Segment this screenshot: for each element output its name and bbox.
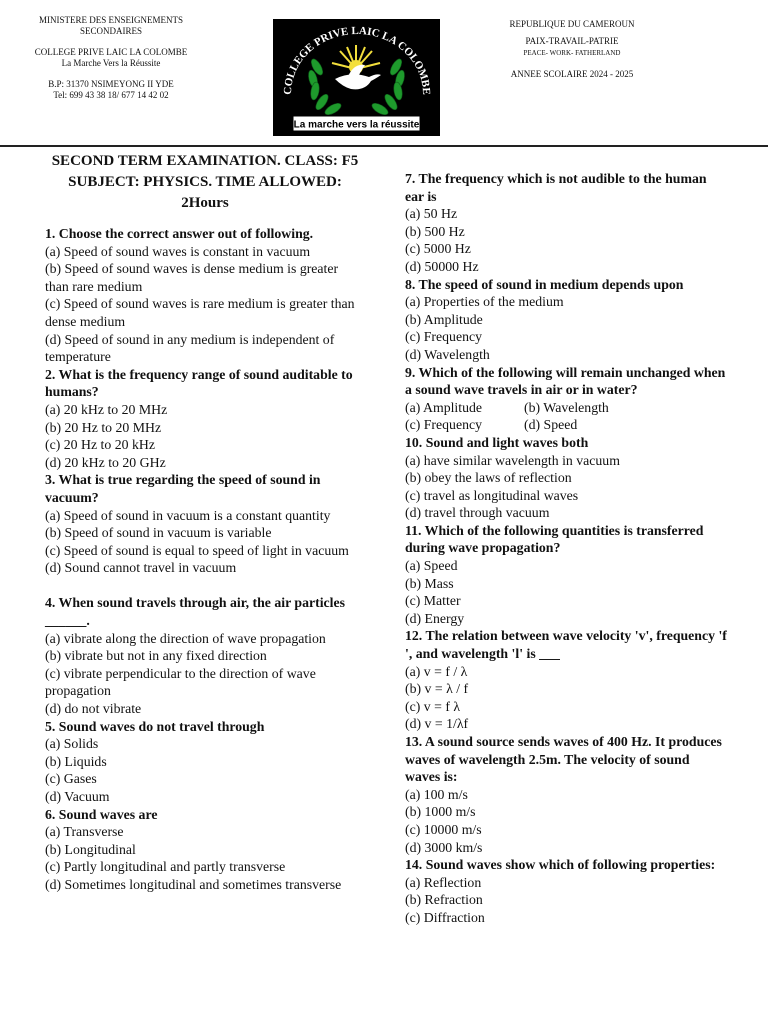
answer-option: (b) Wavelength <box>524 399 609 415</box>
question-text: 14. Sound waves show which of following properties: <box>405 857 716 873</box>
answer-option: (c) travel as longitudinal waves <box>405 487 579 503</box>
answer-option: (a) 50 Hz <box>405 206 458 222</box>
answer-option: (c) Speed of sound waves is rare medium is greater than dense medium <box>45 296 355 329</box>
logo-banner-text: La marche vers la réussite <box>293 119 420 131</box>
postal-address: B.P: 31370 NSIMEYONG II YDE <box>48 79 174 89</box>
question-text: 13. A sound source sends waves of 400 Hz. It produces waves of wavelength 2.5m. The velocity of sound waves is: <box>405 734 722 785</box>
answer-option: (a) Reflection <box>405 874 482 890</box>
question-10 <box>405 434 727 522</box>
answer-option: (a) Speed of sound in vacuum is a constant quantity <box>45 507 331 523</box>
question-text: 4. When sound travels through air, the air particles ______. <box>45 595 345 629</box>
answer-option: (a) 20 kHz to 20 MHz <box>45 401 168 417</box>
college-logo <box>273 19 440 136</box>
answer-option: (a) Speed <box>405 558 458 574</box>
question-2 <box>45 366 365 472</box>
question-text: 1. Choose the correct answer out of following. <box>45 226 314 241</box>
logo-arc-text: COLLEGE PRIVE LAIC LA COLOMBE <box>281 24 433 96</box>
school-year: ANNEE SCOLAIRE 2024 - 2025 <box>510 69 634 79</box>
answer-option: (c) Frequency <box>405 329 482 345</box>
answer-option: (b) Amplitude <box>405 311 483 327</box>
left-column <box>45 151 365 894</box>
right-column <box>405 170 727 927</box>
answer-option: (b) obey the laws of reflection <box>405 470 572 486</box>
answer-option: (d) Speed of sound in any medium is independent of temperature <box>45 331 335 365</box>
exam-title-line-1: SECOND TERM EXAMINATION. CLASS: F5 <box>51 153 359 169</box>
question-text: 9. Which of the following will remain unchanged when a sound wave travels in air or in water? <box>405 364 726 398</box>
answer-option: (b) Speed of sound waves is dense medium is greater than rare medium <box>45 261 339 294</box>
answer-option: (b) Longitudinal <box>45 841 136 857</box>
answer-option: (b) v = λ / f <box>405 681 469 697</box>
answer-option: (d) v = 1/λf <box>405 716 469 732</box>
question-text: 10. Sound and light waves both <box>405 434 589 450</box>
answer-option: (c) vibrate perpendicular to the direction of wave propagation <box>45 665 316 699</box>
answer-option: (c) Diffraction <box>405 909 485 925</box>
answer-option: (d) Sometimes longitudinal and sometimes transverse <box>45 876 342 892</box>
answer-option: (c) Matter <box>405 593 461 609</box>
answer-option: (c) Partly longitudinal and partly transverse <box>45 859 286 875</box>
answer-option-row <box>405 416 727 434</box>
question-14 <box>405 856 727 926</box>
question-8 <box>405 276 727 364</box>
answer-option: (c) 5000 Hz <box>405 241 471 257</box>
question-12 <box>405 627 727 733</box>
answer-option: (d) Speed <box>524 417 578 433</box>
ministry-line-1: MINISTERE DES ENSEIGNEMENTS <box>39 15 183 25</box>
national-devise-en: PEACE- WORK- FATHERLAND <box>523 49 621 57</box>
answer-option: (c) 10000 m/s <box>405 821 482 837</box>
question-9 <box>405 364 727 434</box>
answer-option: (d) travel through vacuum <box>405 505 550 521</box>
answer-option: (a) Speed of sound waves is constant in vacuum <box>45 243 311 259</box>
question-5 <box>45 718 365 806</box>
header-right <box>490 19 654 80</box>
answer-option: (b) 1000 m/s <box>405 804 476 820</box>
telephone: Tel: 699 43 38 18/ 677 14 42 02 <box>53 90 169 100</box>
answer-option: (a) Solids <box>45 736 99 752</box>
answer-option: (b) Speed of sound in vacuum is variable <box>45 525 272 541</box>
answer-option-row <box>405 399 727 417</box>
question-text: 11. Which of the following quantities is transferred during wave propagation? <box>405 522 704 556</box>
answer-option: (a) have similar wavelength in vacuum <box>405 452 620 468</box>
question-text: 6. Sound waves are <box>45 806 158 822</box>
answer-option: (c) 20 Hz to 20 kHz <box>45 437 155 453</box>
answer-option: (a) 100 m/s <box>405 786 468 802</box>
answer-option: (a) v = f / λ <box>405 663 468 679</box>
question-1 <box>45 225 365 366</box>
question-text: 8. The speed of sound in medium depends upon <box>405 276 684 292</box>
answer-option: (b) vibrate but not in any fixed direction <box>45 648 267 664</box>
answer-option: (d) Wavelength <box>405 346 490 362</box>
answer-option: (b) Liquids <box>45 753 107 769</box>
national-devise: PAIX-TRAVAIL-PATRIE <box>525 36 619 46</box>
question-text: 7. The frequency which is not audible to the human ear is <box>405 171 707 204</box>
answer-option: (d) Sound cannot travel in vacuum <box>45 560 237 576</box>
answer-option: (c) Gases <box>45 771 97 787</box>
ministry-line-2: SECONDAIRES <box>79 26 142 36</box>
answer-option: (d) 3000 km/s <box>405 839 483 855</box>
answer-option: (a) Amplitude <box>405 399 483 415</box>
answer-option: (b) 20 Hz to 20 MHz <box>45 419 162 435</box>
answer-option: (c) Speed of sound is equal to speed of light in vacuum <box>45 542 349 558</box>
question-text: 12. The relation between wave velocity 'v', frequency 'f ', and wavelength 'l' is ___ <box>405 628 727 662</box>
answer-option: (b) Mass <box>405 575 454 591</box>
header-left <box>20 15 202 101</box>
answer-option: (c) v = f λ <box>405 698 461 714</box>
question-6 <box>45 806 365 894</box>
question-text: 5. Sound waves do not travel through <box>45 718 265 734</box>
question-4 <box>45 594 365 717</box>
answer-option: (d) do not vibrate <box>45 701 142 717</box>
college-name: COLLEGE PRIVE LAIC LA COLOMBE <box>34 47 188 57</box>
dove-icon <box>335 65 381 90</box>
answer-option: (c) Frequency <box>405 417 482 433</box>
exam-title-line-2: SUBJECT: PHYSICS. TIME ALLOWED: <box>68 174 342 190</box>
question-text: 2. What is the frequency range of sound auditable to humans? <box>45 366 353 400</box>
question-11 <box>405 522 727 628</box>
answer-option: (d) 50000 Hz <box>405 258 479 274</box>
college-motto: La Marche Vers la Réussite <box>61 58 161 68</box>
question-13 <box>405 733 727 856</box>
exam-title-line-3: 2Hours <box>181 195 229 211</box>
answer-option: (d) Energy <box>405 610 465 626</box>
question-7 <box>405 170 727 276</box>
answer-option: (d) 20 kHz to 20 GHz <box>45 454 166 470</box>
header-divider <box>0 145 768 147</box>
question-text: 3. What is true regarding the speed of sound in vacuum? <box>45 472 321 505</box>
answer-option: (a) vibrate along the direction of wave propagation <box>45 630 326 646</box>
exam-title <box>45 151 365 214</box>
answer-option: (b) Refraction <box>405 892 483 908</box>
question-3 <box>45 471 365 577</box>
answer-option: (a) Transverse <box>45 824 124 840</box>
answer-option: (b) 500 Hz <box>405 223 465 239</box>
answer-option: (d) Vacuum <box>45 789 110 804</box>
republic-name: REPUBLIQUE DU CAMEROUN <box>509 19 635 29</box>
answer-option: (a) Properties of the medium <box>405 294 564 310</box>
